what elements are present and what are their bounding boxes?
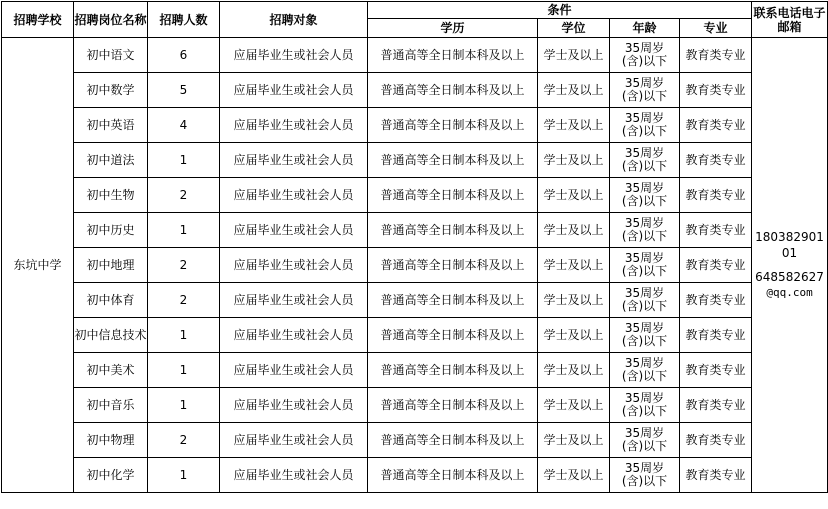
age-line-1: 35周岁: [624, 181, 665, 195]
major-cell: 教育类专业: [680, 143, 752, 178]
education-cell: 普通高等全日制本科及以上: [368, 423, 538, 458]
target-cell: 应届毕业生或社会人员: [220, 458, 368, 493]
age-line-2: (含)以下: [621, 89, 668, 103]
header-count: 招聘人数: [148, 2, 220, 38]
table-row: [2, 213, 828, 248]
count-cell: 2: [148, 248, 220, 283]
education-cell: 普通高等全日制本科及以上: [368, 38, 538, 73]
degree-cell: 学士及以上: [538, 248, 610, 283]
header-target: 招聘对象: [220, 2, 368, 38]
email-line-1: 648582627: [755, 270, 824, 284]
target-cell: 应届毕业生或社会人员: [220, 143, 368, 178]
table-row: [2, 248, 828, 283]
table-row: [2, 178, 828, 213]
header-education: 学历: [368, 19, 538, 38]
header-contact: 联系电话电子邮箱: [752, 2, 828, 38]
target-cell: 应届毕业生或社会人员: [220, 423, 368, 458]
count-cell: 2: [148, 423, 220, 458]
major-cell: 教育类专业: [680, 353, 752, 388]
target-cell: 应届毕业生或社会人员: [220, 353, 368, 388]
target-cell: 应届毕业生或社会人员: [220, 213, 368, 248]
age-line-2: (含)以下: [621, 404, 668, 418]
degree-cell: 学士及以上: [538, 318, 610, 353]
age-line-1: 35周岁: [624, 41, 665, 55]
position-cell: 初中体育: [74, 283, 148, 318]
table-row: [2, 283, 828, 318]
position-cell: 初中数学: [74, 73, 148, 108]
header-degree: 学位: [538, 19, 610, 38]
age-cell: [610, 143, 680, 178]
major-cell: 教育类专业: [680, 38, 752, 73]
count-cell: 6: [148, 38, 220, 73]
age-line-2: (含)以下: [621, 124, 668, 138]
table-row: [2, 38, 828, 73]
age-cell: [610, 248, 680, 283]
phone-line-2: 01: [781, 246, 798, 260]
age-line-2: (含)以下: [621, 229, 668, 243]
major-cell: 教育类专业: [680, 73, 752, 108]
position-cell: 初中地理: [74, 248, 148, 283]
age-line-1: 35周岁: [624, 286, 665, 300]
age-line-2: (含)以下: [621, 299, 668, 313]
age-line-2: (含)以下: [621, 334, 668, 348]
contact-cell: [752, 38, 828, 493]
age-line-1: 35周岁: [624, 251, 665, 265]
education-cell: 普通高等全日制本科及以上: [368, 248, 538, 283]
major-cell: 教育类专业: [680, 283, 752, 318]
table-row: [2, 108, 828, 143]
count-cell: 1: [148, 388, 220, 423]
age-line-1: 35周岁: [624, 356, 665, 370]
table-row: [2, 143, 828, 178]
table-row: [2, 458, 828, 493]
degree-cell: 学士及以上: [538, 178, 610, 213]
target-cell: 应届毕业生或社会人员: [220, 38, 368, 73]
position-cell: 初中美术: [74, 353, 148, 388]
table-row: [2, 388, 828, 423]
age-line-2: (含)以下: [621, 54, 668, 68]
age-line-1: 35周岁: [624, 461, 665, 475]
position-cell: 初中信息技术: [74, 318, 148, 353]
major-cell: 教育类专业: [680, 248, 752, 283]
age-line-1: 35周岁: [624, 146, 665, 160]
education-cell: 普通高等全日制本科及以上: [368, 318, 538, 353]
age-line-2: (含)以下: [621, 369, 668, 383]
education-cell: 普通高等全日制本科及以上: [368, 458, 538, 493]
degree-cell: 学士及以上: [538, 283, 610, 318]
age-line-1: 35周岁: [624, 216, 665, 230]
age-line-2: (含)以下: [621, 264, 668, 278]
age-line-1: 35周岁: [624, 76, 665, 90]
header-age: 年龄: [610, 19, 680, 38]
degree-cell: 学士及以上: [538, 213, 610, 248]
education-cell: 普通高等全日制本科及以上: [368, 143, 538, 178]
table-row: [2, 318, 828, 353]
age-line-1: 35周岁: [624, 426, 665, 440]
header-school: 招聘学校: [2, 2, 74, 38]
position-cell: 初中物理: [74, 423, 148, 458]
count-cell: 5: [148, 73, 220, 108]
target-cell: 应届毕业生或社会人员: [220, 248, 368, 283]
target-cell: 应届毕业生或社会人员: [220, 388, 368, 423]
email-line-2: @qq.com: [766, 286, 813, 299]
age-line-2: (含)以下: [621, 159, 668, 173]
position-cell: 初中语文: [74, 38, 148, 73]
degree-cell: 学士及以上: [538, 73, 610, 108]
age-line-1: 35周岁: [624, 391, 665, 405]
count-cell: 1: [148, 318, 220, 353]
age-line-2: (含)以下: [621, 194, 668, 208]
age-cell: [610, 353, 680, 388]
degree-cell: 学士及以上: [538, 143, 610, 178]
count-cell: 1: [148, 353, 220, 388]
degree-cell: 学士及以上: [538, 388, 610, 423]
target-cell: 应届毕业生或社会人员: [220, 108, 368, 143]
age-cell: [610, 73, 680, 108]
count-cell: 2: [148, 283, 220, 318]
count-cell: 1: [148, 458, 220, 493]
header-major: 专业: [680, 19, 752, 38]
major-cell: 教育类专业: [680, 108, 752, 143]
position-cell: 初中英语: [74, 108, 148, 143]
school-cell: 东坑中学: [2, 38, 74, 493]
table-body: [2, 38, 828, 493]
count-cell: 2: [148, 178, 220, 213]
education-cell: 普通高等全日制本科及以上: [368, 388, 538, 423]
degree-cell: 学士及以上: [538, 38, 610, 73]
header-conditions: 条件: [368, 2, 752, 19]
age-cell: [610, 318, 680, 353]
count-cell: 1: [148, 213, 220, 248]
age-cell: [610, 213, 680, 248]
degree-cell: 学士及以上: [538, 423, 610, 458]
count-cell: 4: [148, 108, 220, 143]
recruitment-table: [1, 1, 828, 493]
major-cell: 教育类专业: [680, 423, 752, 458]
major-cell: 教育类专业: [680, 458, 752, 493]
table-row: [2, 73, 828, 108]
count-cell: 1: [148, 143, 220, 178]
education-cell: 普通高等全日制本科及以上: [368, 353, 538, 388]
major-cell: 教育类专业: [680, 318, 752, 353]
target-cell: 应届毕业生或社会人员: [220, 283, 368, 318]
position-cell: 初中化学: [74, 458, 148, 493]
table-row: [2, 353, 828, 388]
position-cell: 初中生物: [74, 178, 148, 213]
degree-cell: 学士及以上: [538, 108, 610, 143]
age-line-1: 35周岁: [624, 111, 665, 125]
age-cell: [610, 283, 680, 318]
age-line-2: (含)以下: [621, 474, 668, 488]
degree-cell: 学士及以上: [538, 353, 610, 388]
major-cell: 教育类专业: [680, 213, 752, 248]
education-cell: 普通高等全日制本科及以上: [368, 178, 538, 213]
age-line-2: (含)以下: [621, 439, 668, 453]
table-row: [2, 423, 828, 458]
target-cell: 应届毕业生或社会人员: [220, 73, 368, 108]
education-cell: 普通高等全日制本科及以上: [368, 213, 538, 248]
position-cell: 初中道法: [74, 143, 148, 178]
age-cell: [610, 423, 680, 458]
education-cell: 普通高等全日制本科及以上: [368, 108, 538, 143]
age-cell: [610, 178, 680, 213]
degree-cell: 学士及以上: [538, 458, 610, 493]
phone-line-1: 180382901: [755, 230, 824, 244]
position-cell: 初中音乐: [74, 388, 148, 423]
age-cell: [610, 108, 680, 143]
target-cell: 应届毕业生或社会人员: [220, 178, 368, 213]
age-cell: [610, 38, 680, 73]
target-cell: 应届毕业生或社会人员: [220, 318, 368, 353]
major-cell: 教育类专业: [680, 178, 752, 213]
age-line-1: 35周岁: [624, 321, 665, 335]
age-cell: [610, 388, 680, 423]
position-cell: 初中历史: [74, 213, 148, 248]
education-cell: 普通高等全日制本科及以上: [368, 73, 538, 108]
education-cell: 普通高等全日制本科及以上: [368, 283, 538, 318]
age-cell: [610, 458, 680, 493]
header-position: 招聘岗位名称: [74, 2, 148, 38]
major-cell: 教育类专业: [680, 388, 752, 423]
